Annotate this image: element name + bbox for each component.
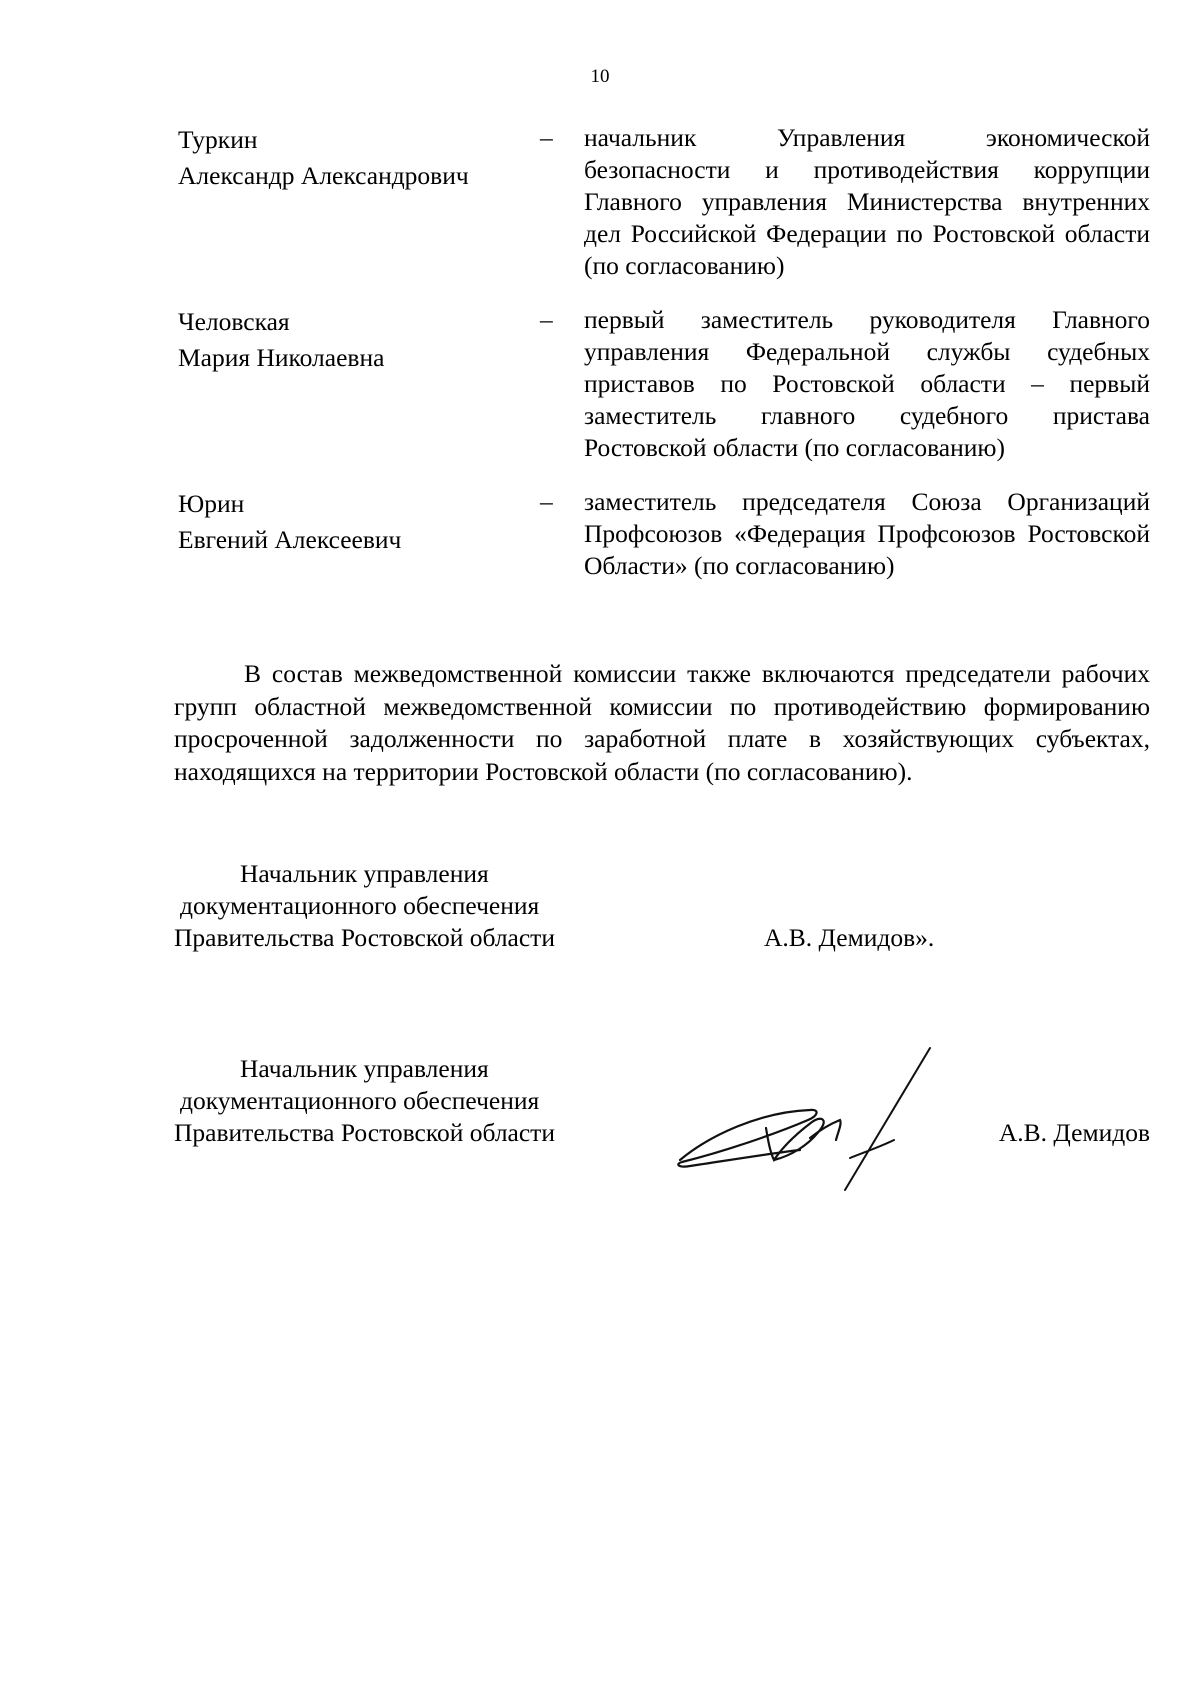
member-row [178,122,1150,282]
member-name [178,486,540,558]
commission-note-paragraph: В состав межведомственной комиссии также включаются председатели рабочих групп областной межведомственной комиссии по противодействию формированию просроченной задолженности по заработной плате в хозяйствующих субъектах, находящихся на территории Ростовской области (по согласованию). [174,659,1150,786]
position-line: Правительства Ростовской области [174,923,555,952]
member-given-names: Евгений Алексеевич [178,525,402,554]
signatory-name: А.В. Демидов». [764,923,935,952]
member-role: первый заместитель руководителя Главного управления Федеральной службы судебных приставов по Ростовской области – первый заместитель главного судебного пристава Ростовской области (по согласованию) [584,305,1150,462]
position-line: документационного обеспечения [180,891,540,920]
signatory-name: А.В. Демидов [998,1118,1150,1147]
member-surname: Человская [178,307,290,336]
member-row [178,486,1150,582]
member-surname: Юрин [178,489,245,518]
member-surname: Туркин [178,125,258,154]
member-name [178,304,540,376]
member-dash: – [540,487,553,516]
signatory-position [174,858,614,954]
position-line: Начальник управления [240,859,489,888]
member-given-names: Мария Николаевна [178,343,385,372]
member-dash: – [540,305,553,334]
member-dash: – [540,123,553,152]
signature-block-quoted [174,858,1150,958]
commission-members-list [178,122,1150,604]
member-name [178,122,540,194]
position-line: документационного обеспечения [180,1086,540,1115]
page-number: 10 [590,66,610,87]
position-line: Начальник управления [240,1054,489,1083]
signature-block-final [174,1053,1150,1153]
handwritten-signature [670,1040,970,1200]
member-given-names: Александр Александрович [178,161,469,190]
member-role: заместитель председателя Союза Организаций Профсоюзов «Федерация Профсоюзов Ростовской Области» (по согласованию) [584,487,1150,580]
signatory-position [174,1053,614,1149]
position-line: Правительства Ростовской области [174,1118,555,1147]
member-row [178,304,1150,464]
member-role: начальник Управления экономической безопасности и противодействия коррупции Главного управления Министерства внутренних дел Российской Федерации по Ростовской области (по согласованию) [584,123,1150,280]
